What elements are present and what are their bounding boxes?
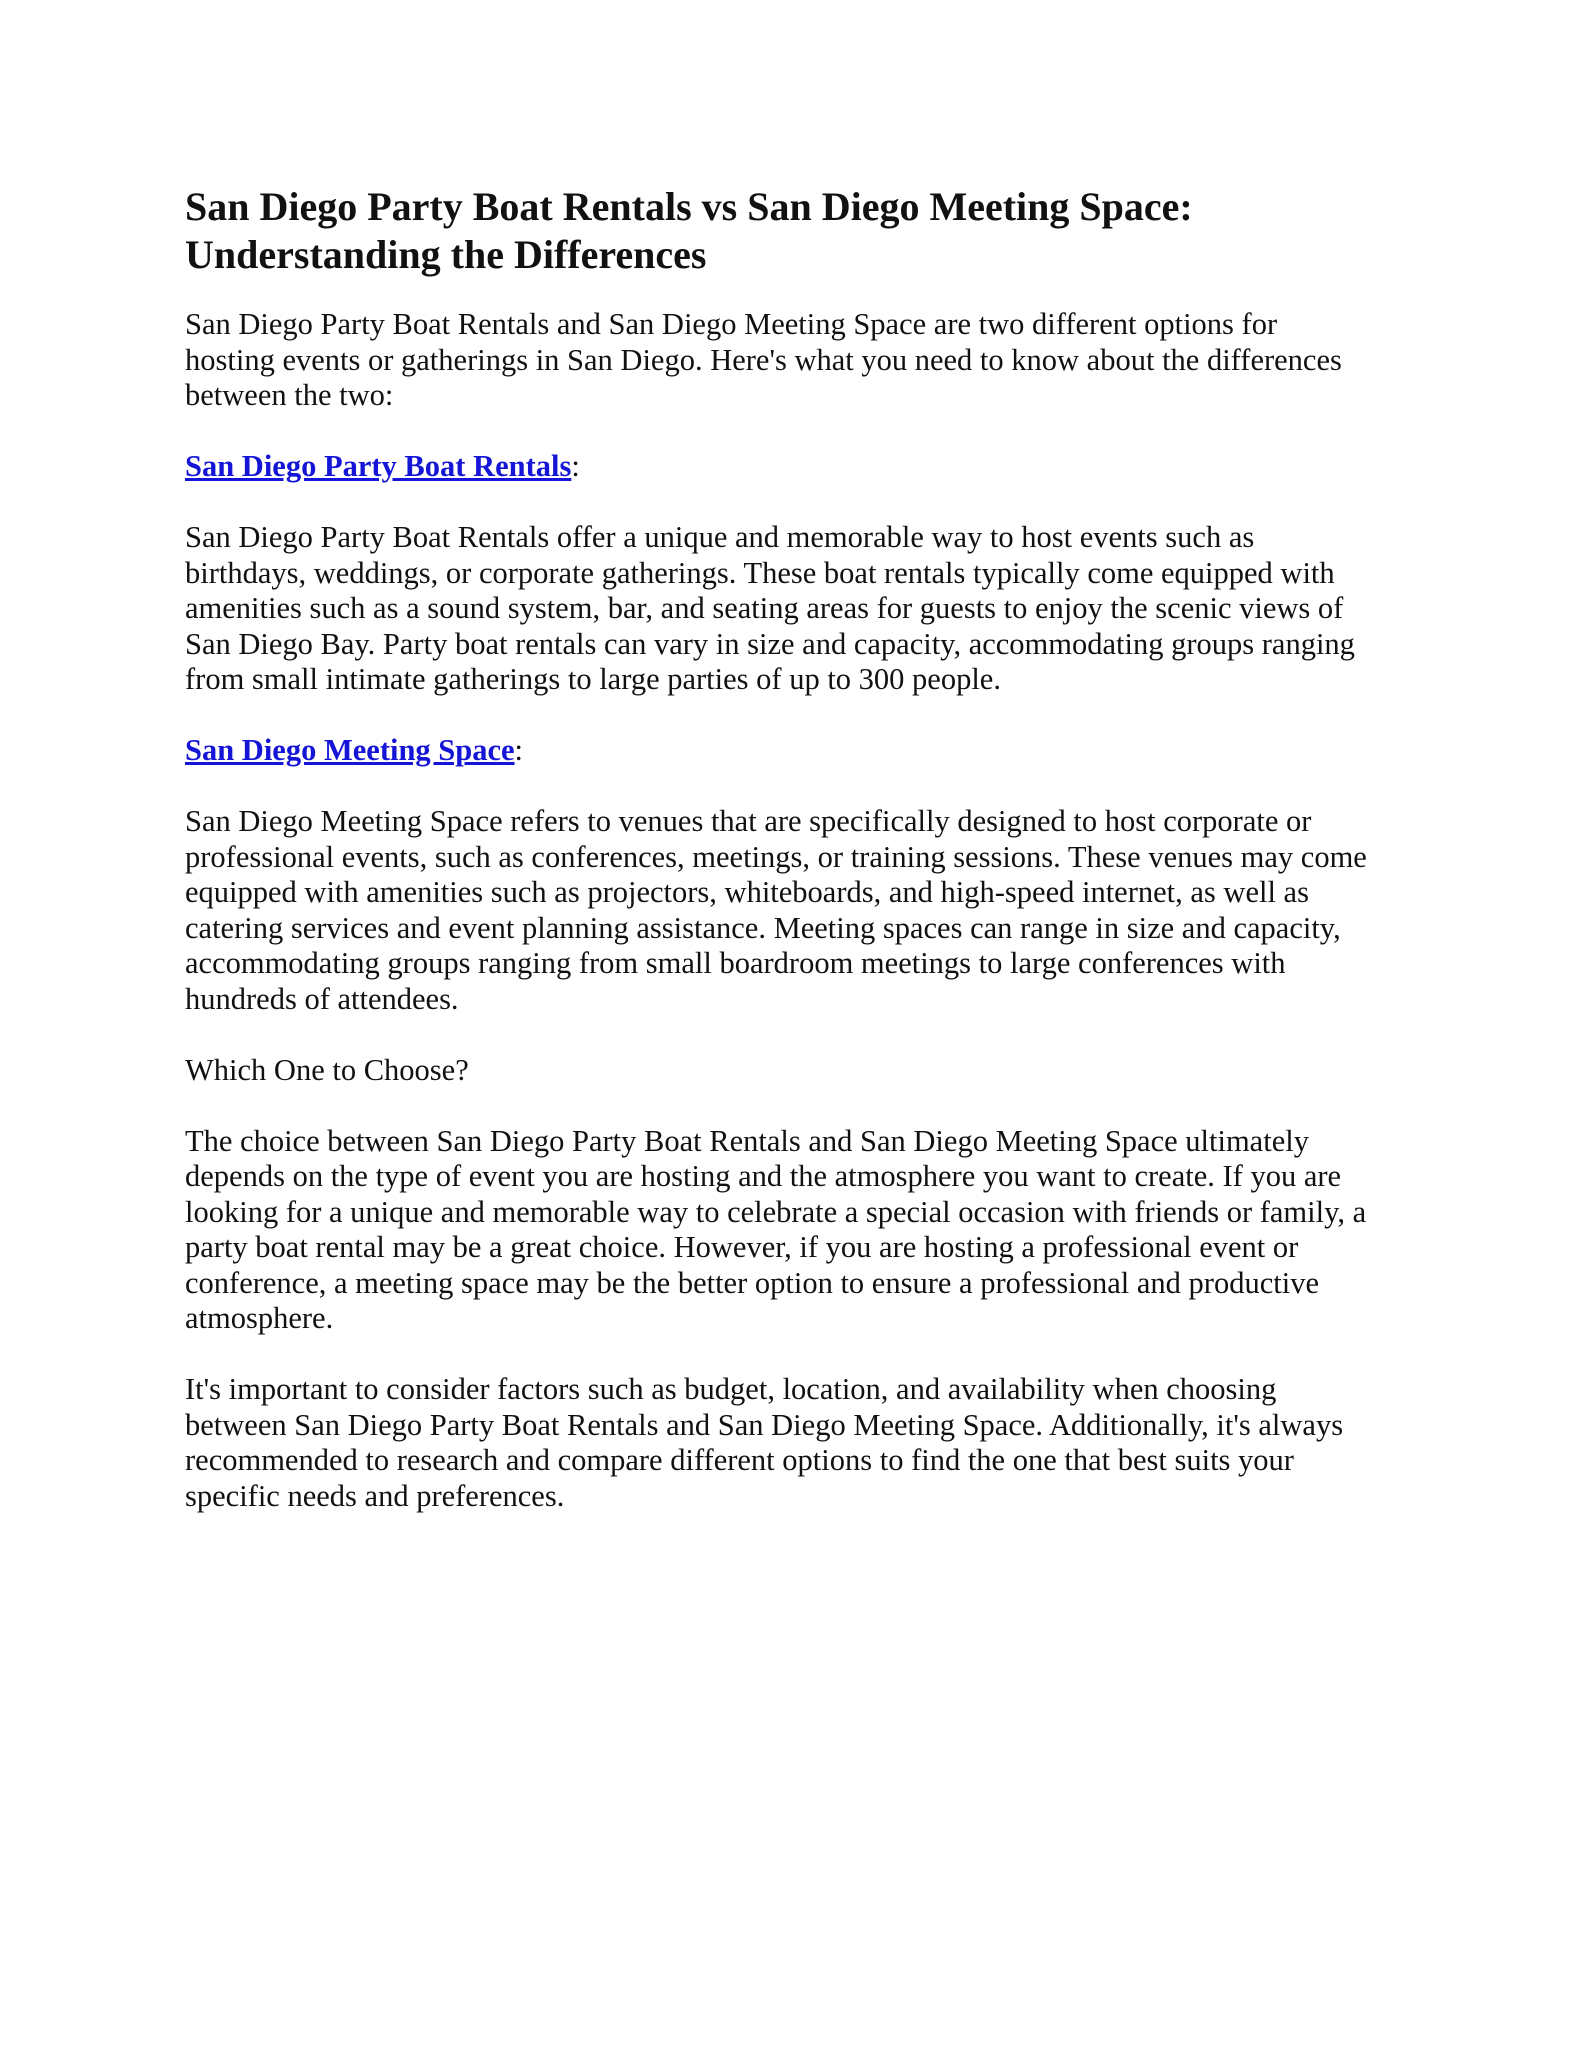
text-line: birthdays, weddings, or corporate gatherings. These boat rentals typically come equipped with (185, 555, 1335, 590)
text-line: recommended to research and compare different options to find the one that best suits your (185, 1443, 1294, 1477)
section2-heading (185, 733, 1425, 769)
meeting-space-link[interactable]: San Diego Meeting Space (185, 733, 515, 767)
text-line: specific needs and preferences. (185, 1478, 565, 1513)
text-line: professional events, such as conferences, meetings, or training sessions. These venues may come (185, 839, 1367, 874)
document-page (185, 183, 1425, 1550)
closing-paragraph (185, 1372, 1425, 1514)
text-line: San Diego Meeting Space refers to venues that are specifically designed to host corporate or (185, 804, 1312, 838)
text-line: hosting events or gatherings in San Diego. Here's what you need to know about the differences (185, 342, 1342, 377)
text-line: amenities such as a sound system, bar, and seating areas for guests to enjoy the scenic views of (185, 591, 1344, 625)
colon: : (571, 449, 580, 483)
page-title (185, 183, 1425, 279)
text-line: accommodating groups ranging from small boardroom meetings to large conferences with (185, 946, 1286, 980)
colon: : (514, 733, 524, 767)
text-line: It's important to consider factors such as budget, location, and availability when choosing (185, 1372, 1277, 1406)
text-line: equipped with amenities such as projectors, whiteboards, and high-speed internet, as well as (185, 875, 1309, 909)
choose-heading (185, 1053, 1425, 1089)
choose-paragraph (185, 1124, 1425, 1337)
text-line: San Diego Bay. Party boat rentals can vary in size and capacity, accommodating groups ranging (185, 626, 1355, 661)
text-line: party boat rental may be a great choice. However, if you are hosting a professional event or (185, 1230, 1299, 1264)
text-line: Which One to Choose? (185, 1052, 469, 1087)
section2-paragraph (185, 804, 1425, 1017)
section1-heading (185, 449, 1425, 485)
text-line: San Diego Party Boat Rentals offer a unique and memorable way to host events such as (185, 520, 1255, 554)
section1-paragraph (185, 520, 1425, 698)
text-line: The choice between San Diego Party Boat Rentals and San Diego Meeting Space ultimately (185, 1123, 1309, 1158)
text-line: between the two: (185, 378, 394, 412)
text-line: from small intimate gatherings to large parties of up to 300 people. (185, 662, 1001, 696)
title-line: San Diego Party Boat Rentals vs San Diego Meeting Space: (185, 184, 1193, 229)
party-boat-rentals-link[interactable]: San Diego Party Boat Rentals (185, 449, 572, 483)
text-line: depends on the type of event you are hosting and the atmosphere you want to create. If you are (185, 1159, 1342, 1193)
text-line: conference, a meeting space may be the better option to ensure a professional and productive (185, 1265, 1319, 1300)
text-line: atmosphere. (185, 1301, 334, 1335)
text-line: looking for a unique and memorable way to celebrate a special occasion with friends or family, a (185, 1194, 1367, 1229)
text-line: catering services and event planning assistance. Meeting spaces can range in size and capacity, (185, 910, 1341, 945)
intro-paragraph (185, 307, 1425, 414)
title-line: Understanding the Differences (185, 232, 707, 277)
text-line: San Diego Party Boat Rentals and San Diego Meeting Space are two different options for (185, 307, 1278, 341)
text-line: between San Diego Party Boat Rentals and San Diego Meeting Space. Additionally, it's always (185, 1407, 1344, 1442)
text-line: hundreds of attendees. (185, 981, 459, 1016)
